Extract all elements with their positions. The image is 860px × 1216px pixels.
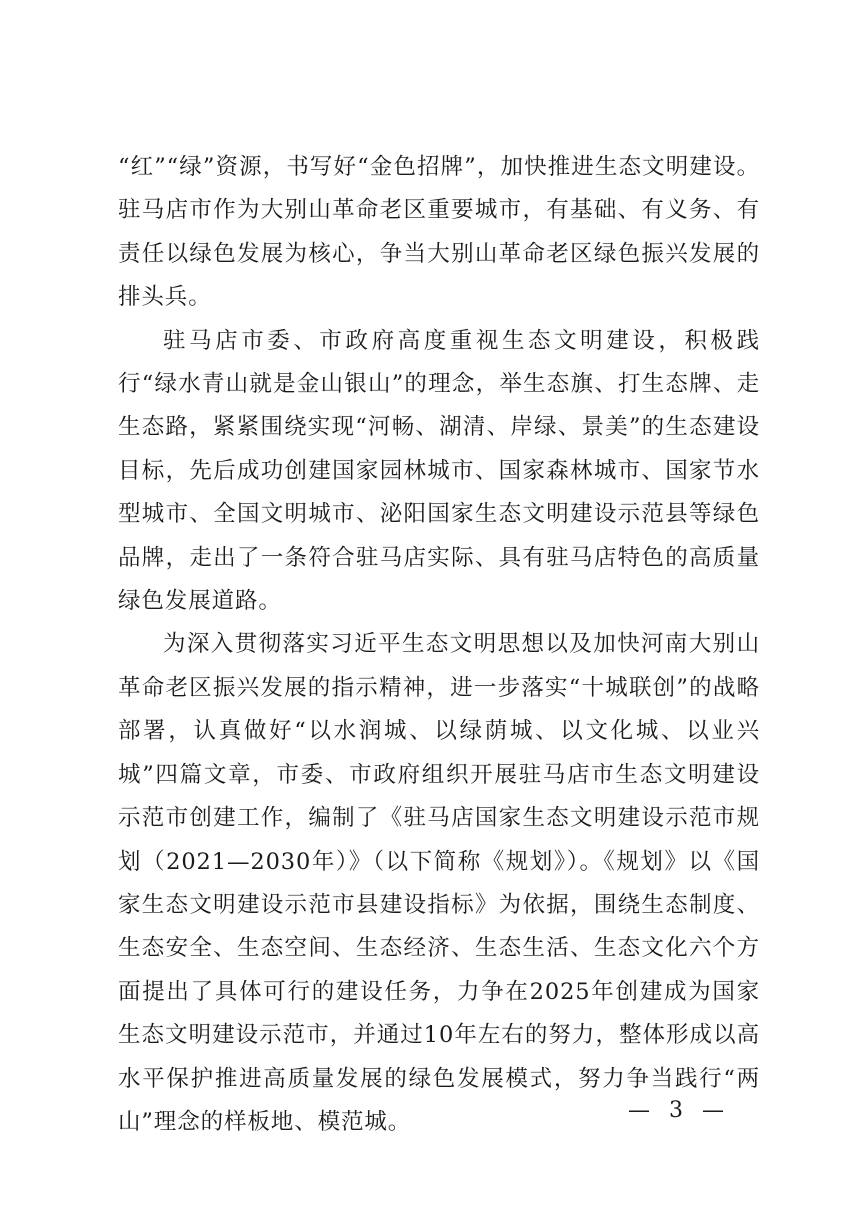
page-number: — 3 — [628, 1098, 730, 1123]
document-body [118, 146, 760, 1144]
paragraph: 驻马店市委、市政府高度重视生态文明建设，积极践行“绿水青山就是金山银山”的理念，举生态旗、打生态牌、走生态路，紧紧围绕实现“河畅、湖清、岸绿、景美”的生态建设目标，先后成功创建国家园林城市、国家森林城市、国家节水型城市、全国文明城市、泌阳国家生态文明建设示范县等绿色品牌，走出了一条符合驻马店实际、具有驻马店特色的高质量绿色发展道路。 [118, 327, 760, 615]
paragraph: 为深入贯彻落实习近平生态文明思想以及加快河南大别山革命老区振兴发展的指示精神，进一步落实“十城联创”的战略部署，认真做好“以水润城、以绿荫城、以文化城、以业兴城”四篇文章，市委、市政府组织开展驻马店市生态文明建设示范市创建工作，编制了《驻马店国家生态文明建设示范市规划（2021—2030年）》（以下简称《规划》）。《规划》以《国家生态文明建设示范市县建设指标》为依据，围绕生态制度、生态安全、生态空间、生态经济、生态生活、生态文化六个方面提出了具体可行的建设任务，力争在2025年创建成为国家生态文明建设示范市，并通过10年左右的努力，整体形成以高水平保护推进高质量发展的绿色发展模式，努力争当践行“两山”理念的样板地、模范城。 [118, 631, 760, 1135]
paragraph-continuation: “红”“绿”资源，书写好“金色招牌”，加快推进生态文明建设。驻马店市作为大别山革命老区重要城市，有基础、有义务、有责任以绿色发展为核心，争当大别山革命老区绿色振兴发展的排头兵。 [118, 154, 760, 311]
